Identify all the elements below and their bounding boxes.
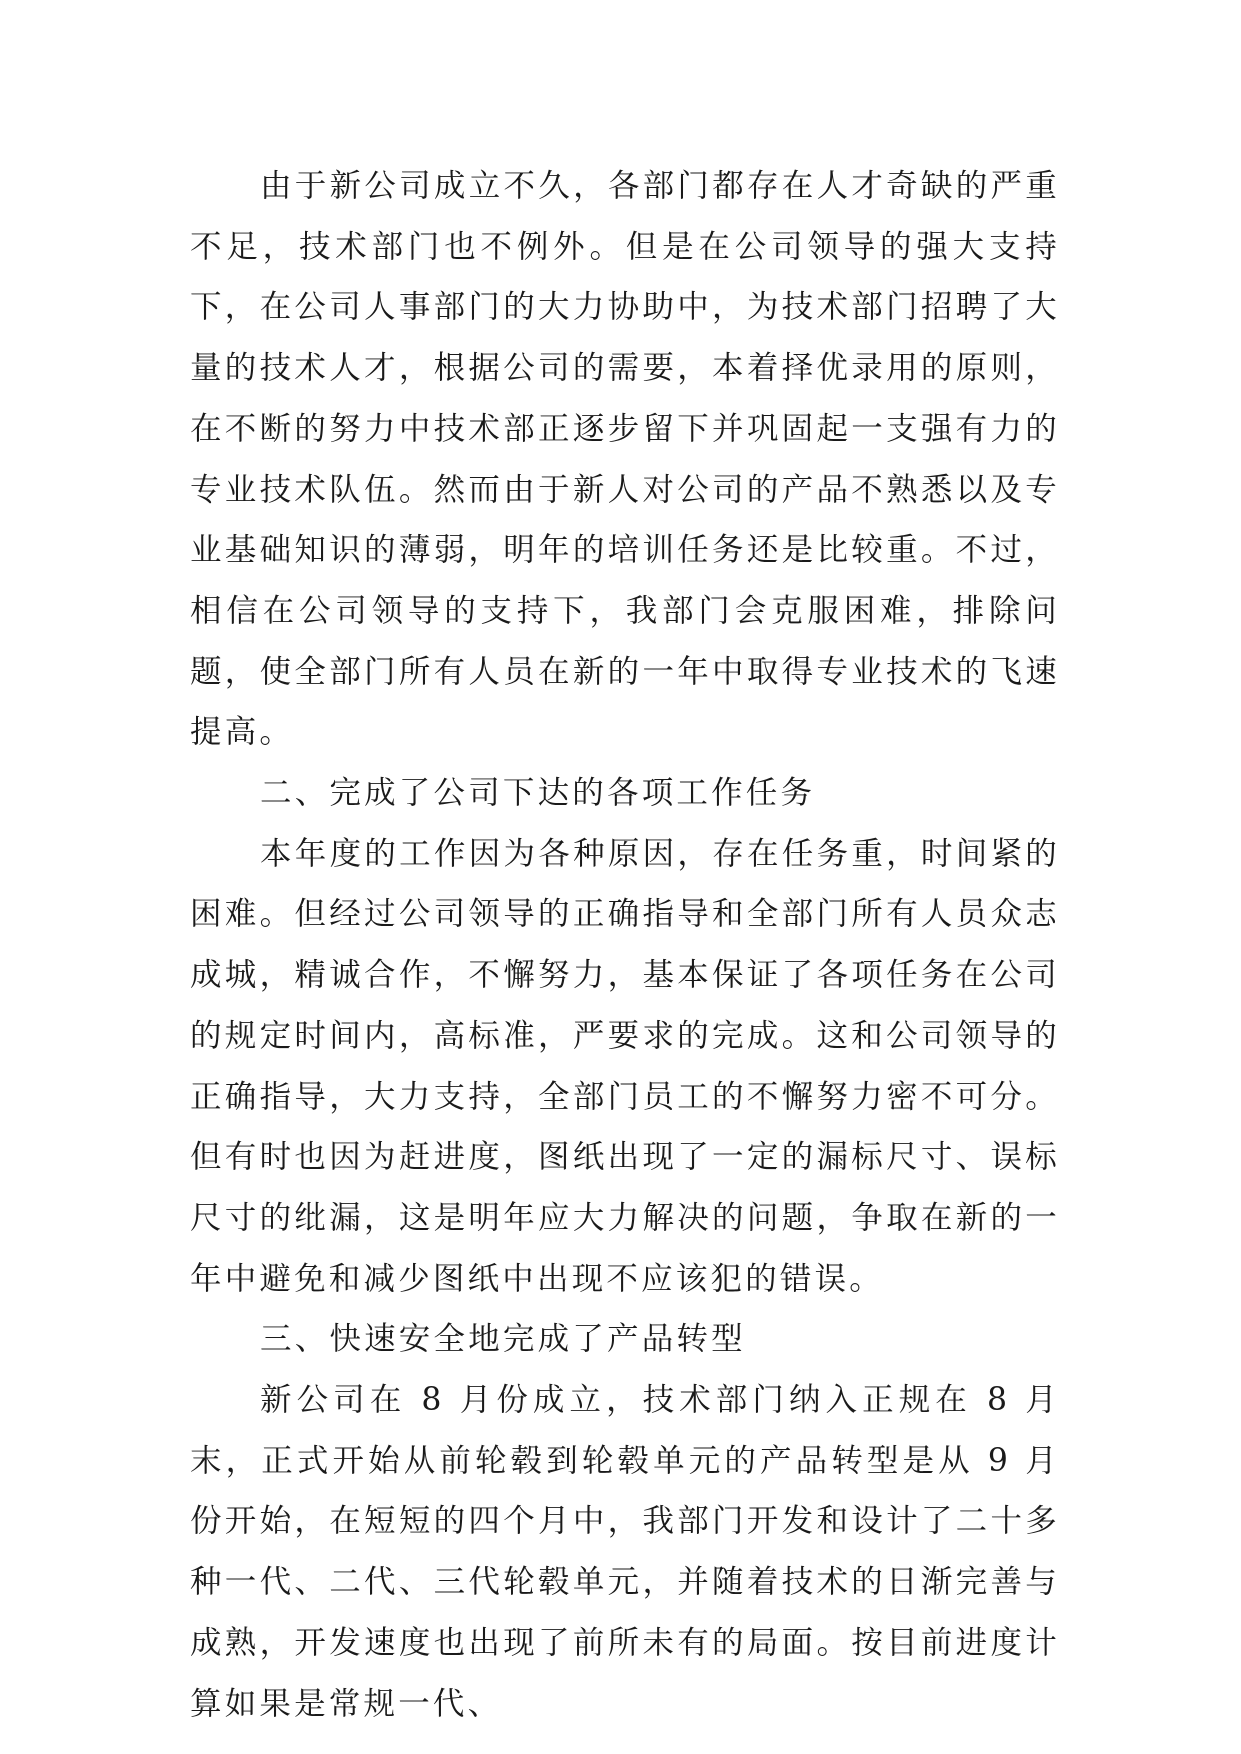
document-body [190,156,1060,1734]
paragraph-product-transition: 新公司在 8 月份成立，技术部门纳入正规在 8 月末，正式开始从前轮毂到轮毂单元的产品转型是从 9 月份开始，在短短的四个月中，我部门开发和设计了二十多种一代、二代、三代轮毂单元，并随着技术的日渐完善与成熟，开发速度也出现了前所未有的局面。按目前进度计算如果是常规一代、 [190,1382,1060,1722]
paragraph-task-completion: 本年度的工作因为各种原因，存在任务重，时间紧的困难。但经过公司领导的正确指导和全部门所有人员众志成城，精诚合作，不懈努力，基本保证了各项任务在公司的规定时间内，高标准，严要求的完成。这和公司领导的正确指导，大力支持，全部门员工的不懈努力密不可分。但有时也因为赶进度，图纸出现了一定的漏标尺寸、误标尺寸的纰漏，这是明年应大力解决的问题，争取在新的一年中避免和减少图纸中出现不应该犯的错误。 [190,835,1060,1297]
paragraph-talent-recruitment: 由于新公司成立不久，各部门都存在人才奇缺的严重不足，技术部门也不例外。但是在公司领导的强大支持下，在公司人事部门的大力协助中，为技术部门招聘了大量的技术人才，根据公司的需要，本着择优录用的原则，在不断的努力中技术部正逐步留下并巩固起一支强有力的专业技术队伍。然而由于新人对公司的产品不熟悉以及专业基础知识的薄弱，明年的培训任务还是比较重。不过，相信在公司领导的支持下，我部门会克服困难，排除问题，使全部门所有人员在新的一年中取得专业技术的飞速提高。 [190,168,1060,751]
section-heading-2: 二、完成了公司下达的各项工作任务 [260,775,816,812]
section-heading-3: 三、快速安全地完成了产品转型 [260,1321,746,1358]
